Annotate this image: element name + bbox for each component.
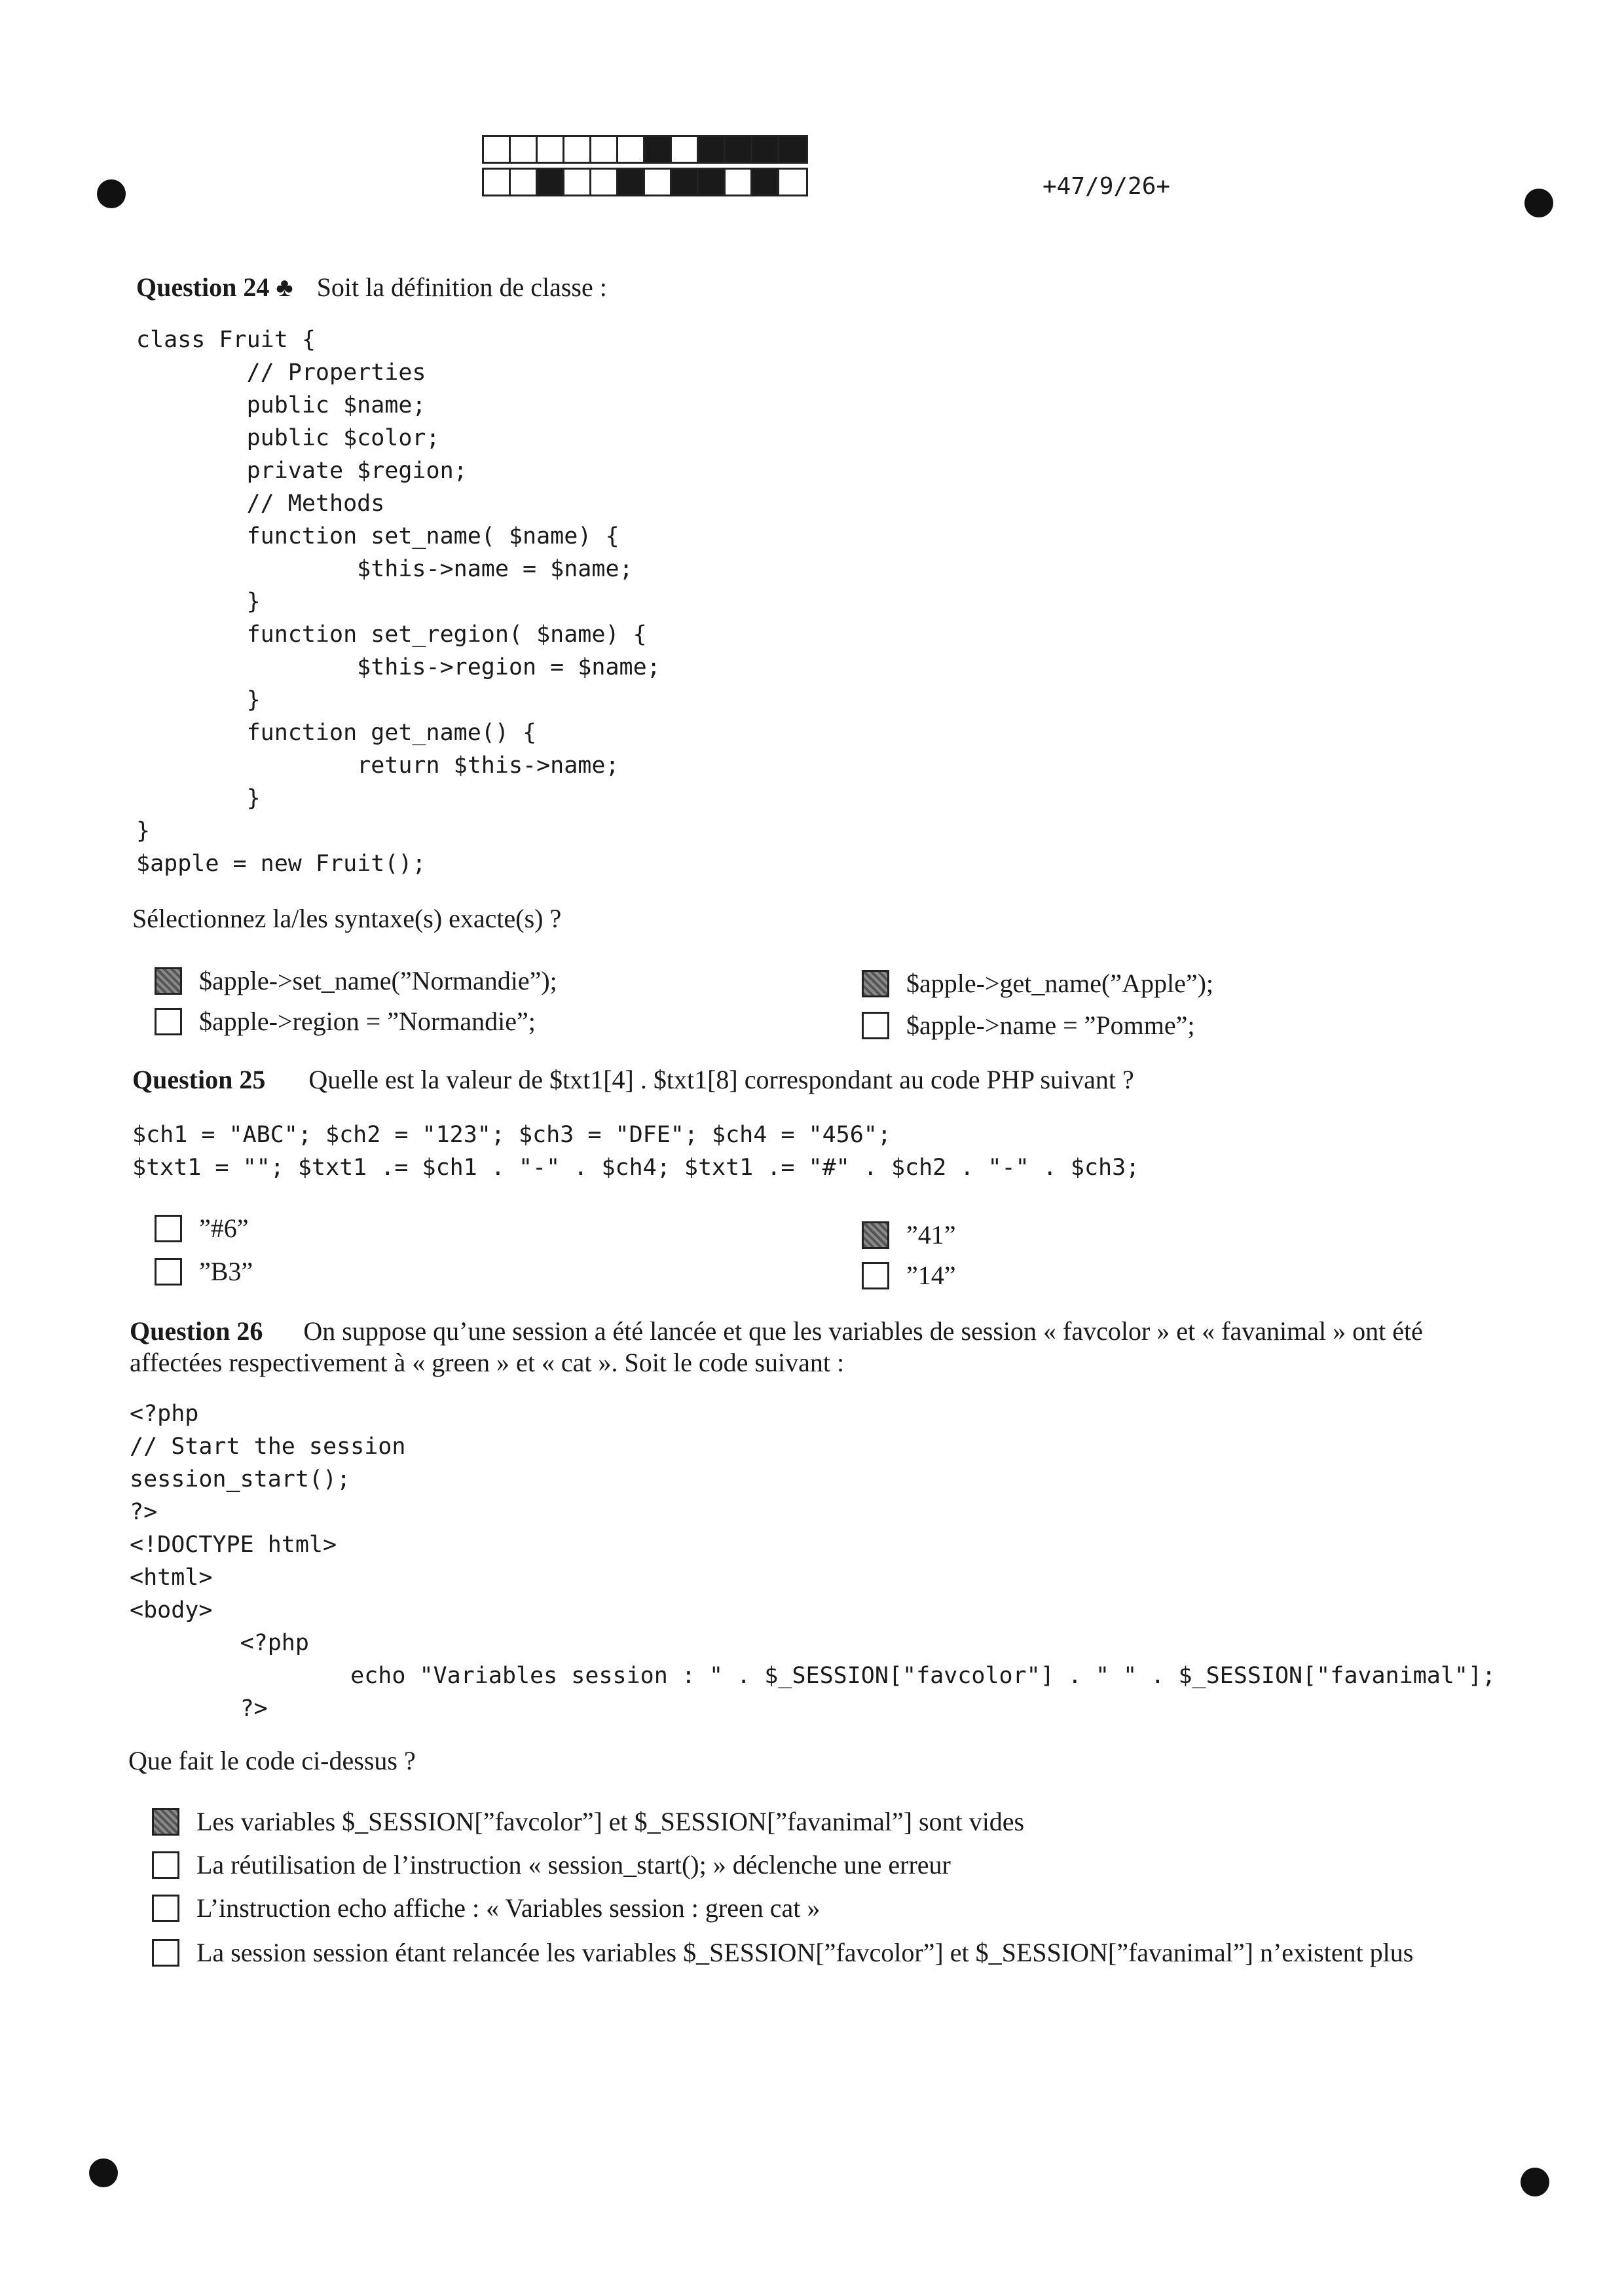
q25-option-1[interactable] <box>155 1213 249 1244</box>
registration-mark-top-left <box>97 179 126 208</box>
barcode-cell <box>752 137 779 162</box>
registration-mark-bottom-left <box>89 2158 118 2187</box>
question-25-code: $ch1 = "ABC"; $ch2 = "123"; $ch3 = "DFE"; $ch4 = "456"; $txt1 = ""; $txt1 .= $ch1 . "-" . $ch4; $txt1 .= "#" . $ch2 . "-" . $ch3; <box>132 1122 1140 1181</box>
q24-option-3-checkbox[interactable] <box>155 1008 182 1035</box>
page-code: +47/9/26+ <box>1043 173 1171 200</box>
q24-option-4-label: $apple->name = ”Pomme”; <box>906 1010 1195 1040</box>
q24-option-4[interactable] <box>862 1010 1195 1041</box>
question-24-code: class Fruit { // Properties public $name; public $color; private $region; // Methods function set_name( $name) { $this->name = $name; } function set_region( $name) { $this->region = $name; } function get_name() { return $this->name; } } $apple = new Fruit(); <box>136 327 661 877</box>
q26-option-1[interactable] <box>152 1806 1024 1837</box>
barcode-cell <box>699 170 726 194</box>
barcode-cell <box>538 170 564 194</box>
barcode-cell <box>645 170 672 194</box>
page-barcode-row-2 <box>482 168 808 196</box>
barcode-cell <box>511 170 538 194</box>
barcode-cell <box>591 137 618 162</box>
barcode-cell <box>591 170 618 194</box>
registration-mark-top-right <box>1524 189 1553 217</box>
q25-option-1-checkbox[interactable] <box>155 1215 182 1242</box>
q25-option-4[interactable] <box>862 1260 956 1291</box>
q26-option-1-label: Les variables $_SESSION[”favcolor”] et $_SESSION[”favanimal”] sont vides <box>196 1807 1025 1836</box>
q25-option-2-checkbox[interactable] <box>862 1221 889 1249</box>
question-25-header <box>132 1064 1134 1096</box>
question-26-prompt-line-2: affectées respectivement à « green » et « cat ». Soit le code suivant : <box>130 1348 845 1377</box>
barcode-cell <box>726 137 752 162</box>
barcode-cell <box>699 137 726 162</box>
barcode-cell <box>645 137 672 162</box>
question-26-code: <?php // Start the session session_start(); ?> <!DOCTYPE html> <html> <body> <?php echo "Variables session : " . $_SESSION["favcolor"] . " " . $_SESSION["favanimal"]; ?> <box>130 1401 1496 1722</box>
q24-option-4-checkbox[interactable] <box>862 1012 889 1039</box>
barcode-cell <box>511 137 538 162</box>
q26-option-4[interactable] <box>152 1937 1413 1968</box>
q24-option-3-label: $apple->region = ”Normandie”; <box>199 1007 536 1036</box>
barcode-cell <box>672 170 699 194</box>
question-26-instruction: Que fait le code ci-dessus ? <box>128 1746 416 1775</box>
question-26-label: Question 26 <box>130 1316 263 1346</box>
question-25-label: Question 25 <box>132 1065 266 1094</box>
registration-mark-bottom-right <box>1521 2168 1549 2196</box>
question-26-header <box>130 1315 1423 1348</box>
barcode-cell <box>484 170 511 194</box>
q26-option-3-checkbox[interactable] <box>152 1895 179 1922</box>
barcode-cell <box>726 170 752 194</box>
q25-option-3-checkbox[interactable] <box>155 1258 182 1286</box>
q24-option-1[interactable] <box>155 965 557 996</box>
barcode-cell <box>779 137 806 162</box>
q24-option-1-label: $apple->set_name(”Normandie”); <box>199 966 557 995</box>
question-25-prompt: Quelle est la valeur de $txt1[4] . $txt1[8] correspondant au code PHP suivant ? <box>308 1065 1134 1094</box>
barcode-cell <box>752 170 779 194</box>
q24-option-3[interactable] <box>155 1006 536 1037</box>
barcode-cell <box>538 137 564 162</box>
q26-option-2-checkbox[interactable] <box>152 1851 179 1879</box>
q26-option-2[interactable] <box>152 1849 951 1880</box>
question-26-prompt-line-1: On suppose qu’une session a été lancée et que les variables de session « favcolor » et « favanimal » ont été <box>303 1316 1423 1346</box>
q25-option-3[interactable] <box>155 1256 253 1287</box>
q26-option-1-checkbox[interactable] <box>152 1808 179 1836</box>
q26-option-3[interactable] <box>152 1893 820 1923</box>
q24-option-2[interactable] <box>862 968 1213 999</box>
question-24-label: Question 24 ♣ <box>136 272 293 302</box>
barcode-cell <box>564 170 591 194</box>
q26-option-4-checkbox[interactable] <box>152 1939 179 1967</box>
q24-option-1-checkbox[interactable] <box>155 967 182 995</box>
q25-option-1-label: ”#6” <box>199 1213 249 1243</box>
barcode-cell <box>779 170 806 194</box>
q26-option-2-label: La réutilisation de l’instruction « session_start(); » déclenche une erreur <box>196 1850 951 1879</box>
question-24-header <box>136 271 607 304</box>
q24-option-2-checkbox[interactable] <box>862 970 889 997</box>
q25-option-4-label: ”14” <box>906 1261 956 1290</box>
q25-option-4-checkbox[interactable] <box>862 1262 889 1289</box>
barcode-cell <box>484 137 511 162</box>
q26-option-4-label: La session session étant relancée les variables $_SESSION[”favcolor”] et $_SESSION[”favanimal”] n’existent plus <box>196 1938 1414 1967</box>
barcode-cell <box>564 137 591 162</box>
page-barcode-row-1 <box>482 135 808 164</box>
q25-option-3-label: ”B3” <box>199 1257 253 1286</box>
q25-option-2[interactable] <box>862 1219 956 1250</box>
question-24-prompt: Soit la définition de classe : <box>316 272 607 302</box>
q26-option-3-label: L’instruction echo affiche : « Variables session : green cat » <box>196 1893 821 1923</box>
q24-option-2-label: $apple->get_name(”Apple”); <box>906 969 1214 998</box>
question-24-instruction: Sélectionnez la/les syntaxe(s) exacte(s) ? <box>132 904 562 933</box>
q25-option-2-label: ”41” <box>906 1220 956 1250</box>
barcode-cell <box>618 170 645 194</box>
barcode-cell <box>672 137 699 162</box>
barcode-cell <box>618 137 645 162</box>
